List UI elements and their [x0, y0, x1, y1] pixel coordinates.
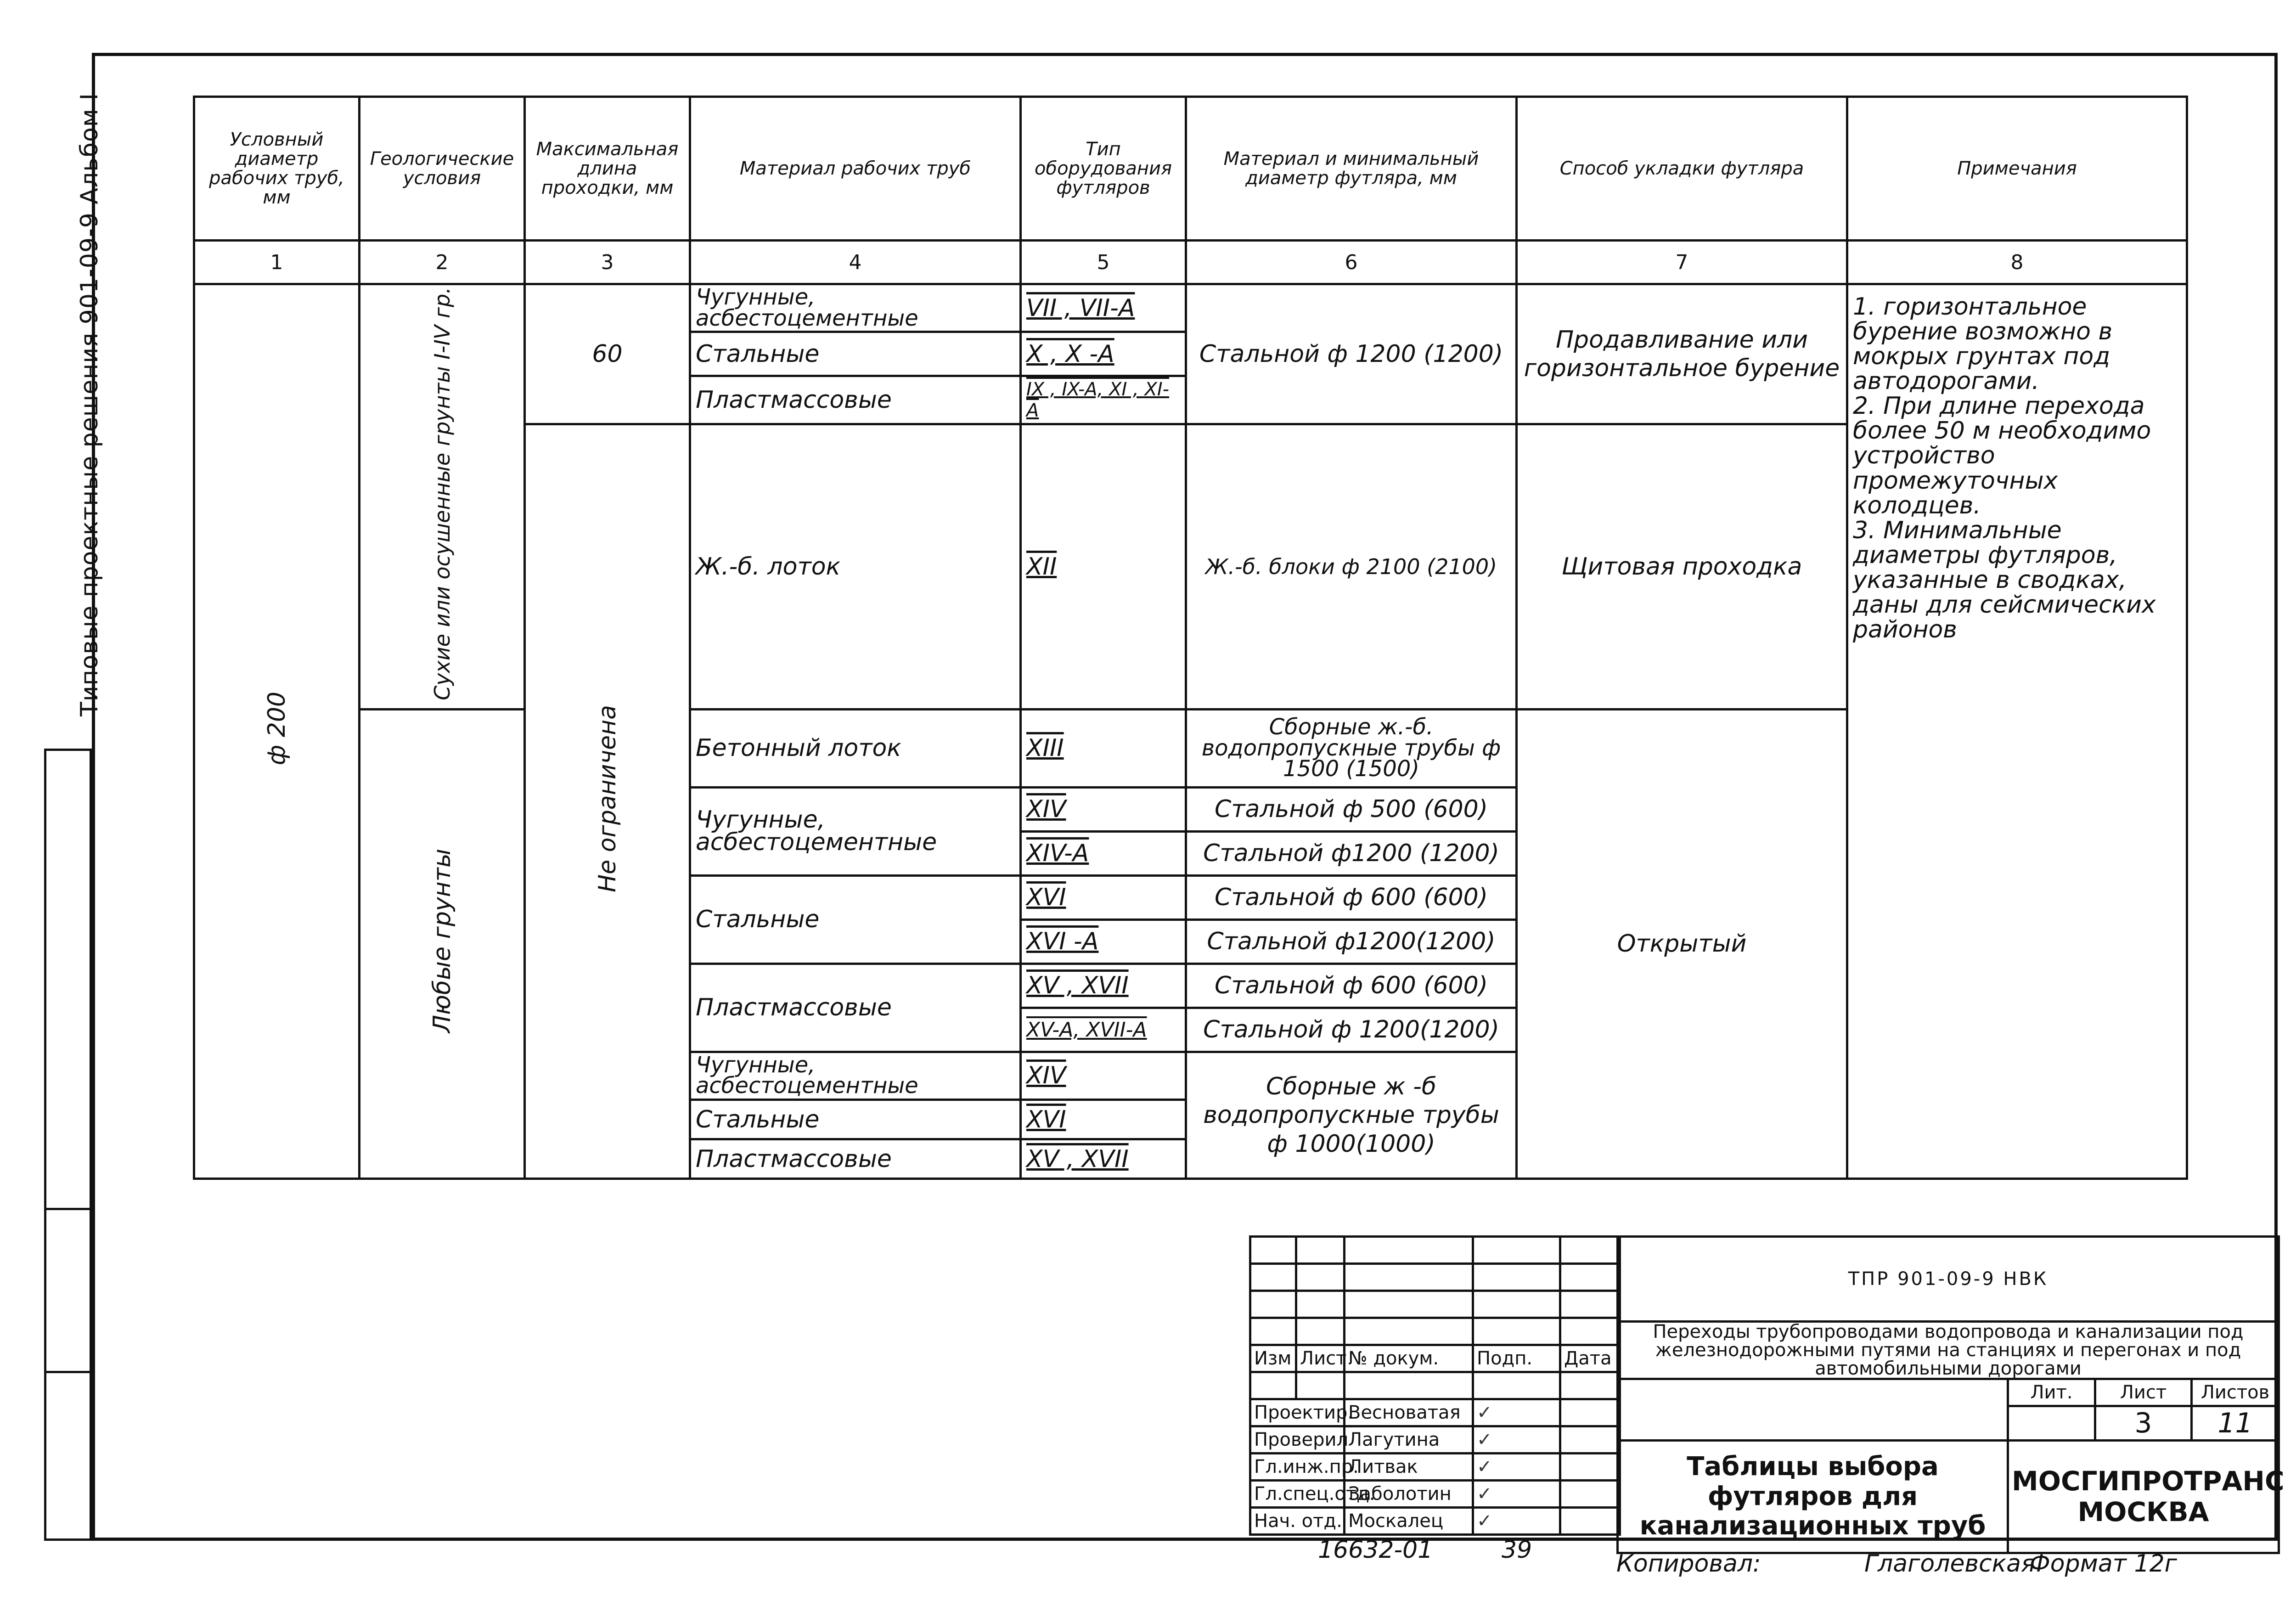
casing-cell: Стальной ф1200(1200) — [1186, 919, 1517, 964]
col-sign: Подп. — [1473, 1345, 1560, 1372]
signature-row — [1250, 1508, 1620, 1535]
col-doc: № докум. — [1345, 1345, 1473, 1372]
title-block — [1249, 1235, 2285, 1541]
geology-dry-cell — [360, 284, 525, 710]
document-title: Переходы трубопроводами водопровода и канализации под железнодорожными путями на станциях и перегонах и под автомобильными дорогами — [1618, 1322, 2279, 1379]
signature: ✓ — [1473, 1508, 1560, 1535]
copier-name: Глаголевская — [1864, 1550, 2036, 1578]
role: Нач. отд. — [1250, 1508, 1345, 1535]
role: Гл.спец.отд. — [1250, 1481, 1345, 1508]
material-cell: Стальные — [690, 1100, 1021, 1139]
material-cell: Бетонный лоток — [690, 709, 1021, 787]
material-cell: Стальные — [690, 875, 1021, 964]
geology-any: Любые грунты — [428, 849, 456, 1033]
inventory-number: 16632-01 — [1318, 1536, 1433, 1564]
name: Литвак — [1345, 1454, 1473, 1481]
drawing-title: Таблицы выбора футляров для канализационных труб — [1618, 1441, 2008, 1553]
header-laying-method: Способ укладки футляра — [1517, 97, 1847, 241]
casing-cell: Сборные ж.-б. водопропускные трубы ф 1500 (1500) — [1186, 709, 1517, 787]
geology-any-cell — [360, 709, 525, 1178]
material-cell: Чугунные, асбестоцементные — [690, 787, 1021, 875]
col-num: 8 — [1847, 241, 2187, 284]
notes-cell — [1847, 284, 2187, 1179]
sheet-number: 3 — [2095, 1406, 2192, 1441]
header-geology: Геологические условия — [360, 97, 525, 241]
header-equipment-type: Тип оборудования футляров — [1021, 97, 1186, 241]
material-cell: Пластмассовые — [690, 964, 1021, 1052]
header-max-length: Максимальная длина проходки, мм — [525, 97, 690, 241]
equipment-type-cell: VII , VII-А — [1021, 284, 1186, 332]
column-number-row — [194, 241, 2187, 284]
material-cell: Чугунные, асбестоцементные — [690, 284, 1021, 332]
header-row — [194, 97, 2187, 241]
organization: МОСГИПРОТРАНС МОСКВА — [2008, 1441, 2279, 1553]
casing-selection-table — [193, 96, 2188, 1180]
method-cell: Открытый — [1517, 709, 1847, 1178]
revision-header-row — [1250, 1345, 1620, 1372]
material-cell: Чугунные, асбестоцементные — [690, 1052, 1021, 1099]
casing-cell: Сборные ж -б водопропускные трубы ф 1000(1000) — [1186, 1052, 1517, 1178]
length-unlimited: Не ограничена — [593, 704, 621, 892]
margin-box-1 — [44, 749, 92, 914]
casing-cell: Стальной ф 500 (600) — [1186, 787, 1517, 831]
material-cell: Стальные — [690, 332, 1021, 376]
signature-row — [1250, 1454, 1620, 1481]
equipment-type-cell: IX , IX-А, XI , XI-А — [1021, 376, 1186, 424]
length-limited-cell: 60 — [525, 284, 690, 424]
equipment-type-cell: XIV — [1021, 787, 1186, 831]
material-cell: Ж.-б. лоток — [690, 424, 1021, 710]
signature-row — [1250, 1481, 1620, 1508]
name: Лагутина — [1345, 1426, 1473, 1454]
col-num: 6 — [1186, 241, 1517, 284]
col-num: 1 — [194, 241, 360, 284]
sheet-label: Лист — [2095, 1379, 2192, 1406]
col-num: 2 — [360, 241, 525, 284]
header-casing-material: Материал и минимальный диаметр футляра, мм — [1186, 97, 1517, 241]
sheets-count: 11 — [2192, 1406, 2279, 1441]
method-cell: Продавливание или горизонтальное бурение — [1517, 284, 1847, 424]
diameter-value: ф 200 — [263, 691, 291, 766]
col-num: 4 — [690, 241, 1021, 284]
material-cell: Пластмассовые — [690, 376, 1021, 424]
col-num: 7 — [1517, 241, 1847, 284]
equipment-type-cell: XII — [1021, 424, 1186, 710]
sheets-label: Листов — [2192, 1379, 2279, 1406]
equipment-type-cell: XVI — [1021, 875, 1186, 919]
casing-cell: Стальной ф1200 (1200) — [1186, 831, 1517, 875]
col-num: 5 — [1021, 241, 1186, 284]
document-info-table — [1616, 1235, 2285, 1554]
geology-dry: Сухие или осушенные грунты I-IV гр. — [429, 287, 455, 700]
equipment-type-cell: XIV-А — [1021, 831, 1186, 875]
col-list: Лист — [1296, 1345, 1345, 1372]
document-code: ТПР 901-09-9 НВК — [1618, 1237, 2279, 1322]
method-cell: Щитовая проходка — [1517, 424, 1847, 710]
casing-cell: Стальной ф 1200(1200) — [1186, 1008, 1517, 1052]
col-izm: Изм — [1250, 1345, 1296, 1372]
equipment-type-cell: X , X -А — [1021, 332, 1186, 376]
revision-table — [1249, 1235, 1621, 1536]
name: Весноватая — [1345, 1399, 1473, 1426]
casing-cell: Ж.-б. блоки ф 2100 (2100) — [1186, 424, 1517, 710]
equipment-type-cell: XV , XVII — [1021, 964, 1186, 1008]
col-num: 3 — [525, 241, 690, 284]
header-pipe-material: Материал рабочих труб — [690, 97, 1021, 241]
header-notes: Примечания — [1847, 97, 2187, 241]
equipment-type-cell: XIII — [1021, 709, 1186, 787]
casing-cell: Стальной ф 600 (600) — [1186, 964, 1517, 1008]
equipment-type-cell: XV-А, XVII-А — [1021, 1008, 1186, 1052]
diameter-cell — [194, 284, 360, 1179]
margin-box-2 — [44, 1208, 92, 1373]
lit-label: Лит. — [2008, 1379, 2095, 1406]
name: Москалец — [1345, 1508, 1473, 1535]
signature: ✓ — [1473, 1399, 1560, 1426]
signature: ✓ — [1473, 1481, 1560, 1508]
equipment-type-cell: XIV — [1021, 1052, 1186, 1099]
header-diameter: Условный диаметр рабочих труб, мм — [194, 97, 360, 241]
role: Гл.инж.пр. — [1250, 1454, 1345, 1481]
signature-row — [1250, 1399, 1620, 1426]
notes-text: 1. горизонтальное бурение возможно в мокрых грунтах под автодорогами. 2. При длине перехода более 50 м необходимо устройство промежуточных колодцев. 3. Минимальные диаметры футляров, указанные в сводках, даны для сейсмических районов — [1853, 293, 2156, 644]
copied-label: Копировал: — [1616, 1550, 1761, 1578]
equipment-type-cell: XVI — [1021, 1100, 1186, 1139]
signature: ✓ — [1473, 1454, 1560, 1481]
casing-cell: Стальной ф 1200 (1200) — [1186, 284, 1517, 424]
equipment-type-cell: XVI -А — [1021, 919, 1186, 964]
role: Проверил — [1250, 1426, 1345, 1454]
signature: ✓ — [1473, 1426, 1560, 1454]
equipment-type-cell: XV , XVII — [1021, 1139, 1186, 1179]
table-row — [194, 284, 2187, 332]
col-date: Дата — [1560, 1345, 1620, 1372]
format-label: Формат 12г — [2030, 1550, 2177, 1578]
casing-cell: Стальной ф 600 (600) — [1186, 875, 1517, 919]
length-unlimited-cell — [525, 424, 690, 1179]
role: Проектир. — [1250, 1399, 1345, 1426]
signature-row — [1250, 1426, 1620, 1454]
material-cell: Пластмассовые — [690, 1139, 1021, 1179]
side-title: Типовые проектные решения 901-09-9 Альбом I — [76, 93, 103, 716]
name: Заболотин — [1345, 1481, 1473, 1508]
page-number: 39 — [1502, 1536, 1532, 1564]
